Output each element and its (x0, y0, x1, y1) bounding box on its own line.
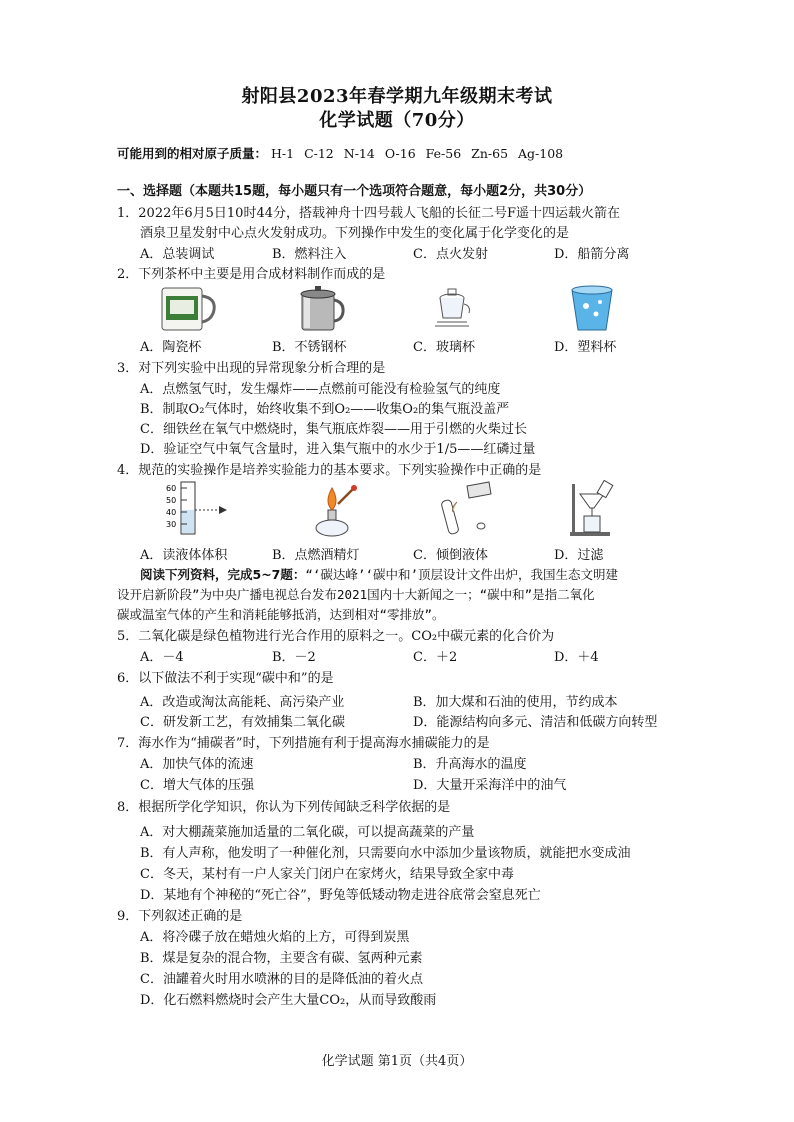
q8-option-b: B．有人声称，他发明了一种催化剂，只需要向水中添加少量该物质，就能把水变成油 (140, 846, 631, 861)
q4-option-c: C．倾倒液体 (413, 548, 488, 563)
q9-option-a: A．将冷碟子放在蜡烛火焰的上方，可得到炭黑 (140, 930, 410, 945)
q1-option-d: D．船箭分离 (554, 247, 630, 262)
glass-cup-image (429, 286, 475, 332)
ceramic-cup-image (158, 284, 220, 332)
question-1-stem: 1．2022年6月5日10时44分，搭载神舟十四号载人飞船的长征二号F遥十四运载火箭在 (117, 206, 621, 221)
reading-line-2: 设开启新阶段”为中央广播电视总台发布2021国内十大新闻之一；“碳中和”是指二氧化 (117, 587, 595, 602)
q9-option-c: C．油罐着火时用水喷淋的目的是降低油的着火点 (140, 972, 423, 987)
q2-option-c: C．玻璃杯 (413, 340, 475, 355)
q7-option-a: A．加快气体的流速 (140, 757, 254, 772)
page-subtitle: 化学试题（70分） (319, 110, 475, 131)
q7-option-d: D．大量开采海洋中的油气 (413, 778, 567, 793)
atomic-mass-item: Zn-65 (471, 146, 509, 161)
steel-cup-image (296, 284, 346, 334)
q8-option-a: A．对大棚蔬菜施加适量的二氧化碳，可以提高蔬菜的产量 (140, 825, 475, 840)
page-footer: 化学试题 第1页（共4页） (321, 1054, 473, 1069)
q1-option-c: C．点火发射 (413, 247, 488, 262)
cylinder-tick-label: 30 (166, 520, 177, 529)
q6-option-a: A．改造或淘汰高能耗、高污染产业 (140, 695, 345, 710)
filtration-image (566, 480, 620, 538)
q8-option-d: D．某地有个神秘的“死亡谷”，野兔等低矮动物走进谷底常会窒息死亡 (140, 888, 541, 903)
q1-option-a: A．总装调试 (140, 247, 215, 262)
question-7-stem: 7．海水作为“捕碳者”时，下列措施有利于提高海水捕碳能力的是 (117, 736, 490, 751)
atomic-mass-item: C-12 (304, 146, 334, 161)
question-9-stem: 9．下列叙述正确的是 (117, 909, 243, 924)
atomic-mass-line (117, 144, 569, 162)
question-1-stem-cont: 酒泉卫星发射中心点火发射成功。下列操作中发生的变化属于化学变化的是 (140, 226, 570, 241)
q8-option-c: C．冬天，某村有一户人家关门闭户在家烤火，结果导致全家中毒 (140, 867, 514, 882)
q1-option-b: B．燃料注入 (272, 247, 347, 262)
q4-option-a: A．读液体体积 (140, 548, 228, 563)
q9-option-b: B．煤是复杂的混合物，主要含有碳、氢两种元素 (140, 951, 423, 966)
q3-option-b: B．制取O₂气体时，始终收集不到O₂——收集O₂的集气瓶没盖严 (140, 402, 510, 417)
question-6-stem: 6．以下做法不利于实现“碳中和”的是 (117, 671, 334, 686)
q2-option-b: B．不锈钢杯 (272, 340, 347, 355)
q5-option-c: C．＋2 (413, 650, 458, 665)
atomic-mass-item: N-14 (343, 146, 375, 161)
q4-option-b: B．点燃酒精灯 (272, 548, 360, 563)
plastic-cup-image (566, 284, 618, 334)
q4-option-d: D．过滤 (554, 548, 604, 563)
cylinder-tick-label: 50 (166, 496, 177, 505)
page-title: 射阳县2023年春学期九年级期末考试 (241, 86, 553, 107)
q2-option-d: D．塑料杯 (554, 340, 617, 355)
atomic-mass-label: 可能用到的相对原子质量： (117, 146, 268, 161)
question-8-stem: 8．根据所学化学知识，你认为下列传闻缺乏科学依据的是 (117, 800, 451, 815)
question-3-stem: 3．对下列实验中出现的异常现象分析合理的是 (117, 361, 386, 376)
atomic-mass-item: H-1 (271, 146, 295, 161)
q6-option-b: B．加大煤和石油的使用，节约成本 (413, 695, 618, 710)
q5-option-a: A．－4 (140, 650, 184, 665)
pouring-liquid-image (437, 480, 495, 538)
q3-option-c: C．细铁丝在氧气中燃烧时，集气瓶底炸裂——用于引燃的火柴过长 (140, 422, 527, 437)
question-5-stem: 5．二氧化碳是绿色植物进行光合作用的原料之一。CO₂中碳元素的化合价为 (117, 629, 555, 644)
reading-lead: 阅读下列资料，完成5~7题： (140, 567, 306, 582)
cylinder-tick-label: 60 (166, 484, 177, 493)
graduated-cylinder-image (165, 480, 235, 538)
q6-option-c: C．研发新工艺，有效捕集二氧化碳 (140, 715, 345, 730)
reading-text: “‘碳达峰’‘碳中和’顶层设计文件出炉，我国生态文明建 (305, 567, 619, 582)
q7-option-b: B．升高海水的温度 (413, 757, 527, 772)
q7-option-c: C．增大气体的压强 (140, 778, 254, 793)
section-heading: 一、选择题（本题共15题，每小题只有一个选项符合题意，每小题2分，共30分） (117, 184, 592, 199)
cylinder-tick-label: 40 (166, 508, 177, 517)
reading-line-3: 碳或温室气体的产生和消耗能够抵消，达到相对“零排放”。 (117, 607, 445, 622)
q9-option-d: D．化石燃料燃烧时会产生大量CO₂，从而导致酸雨 (140, 993, 437, 1008)
q5-option-d: D．＋4 (554, 650, 599, 665)
q2-option-a: A．陶瓷杯 (140, 340, 202, 355)
question-2-stem: 2．下列茶杯中主要是用合成材料制作而成的是 (117, 267, 386, 282)
reading-line-1 (140, 565, 618, 583)
q3-option-a: A．点燃氢气时，发生爆炸——点燃前可能没有检验氢气的纯度 (140, 382, 501, 397)
question-4-stem: 4．规范的实验操作是培养实验能力的基本要求。下列实验操作中正确的是 (117, 463, 542, 478)
atomic-mass-item: O-16 (384, 146, 416, 161)
q6-option-d: D．能源结构向多元、清洁和低碳方向转型 (413, 715, 658, 730)
atomic-mass-item: Fe-56 (425, 146, 462, 161)
q3-option-d: D．验证空气中氧气含量时，进入集气瓶中的水少于1/5——红磷过量 (140, 442, 536, 457)
q5-option-b: B．－2 (272, 650, 316, 665)
atomic-mass-item: Ag-108 (518, 146, 564, 161)
alcohol-lamp-image (308, 480, 364, 538)
